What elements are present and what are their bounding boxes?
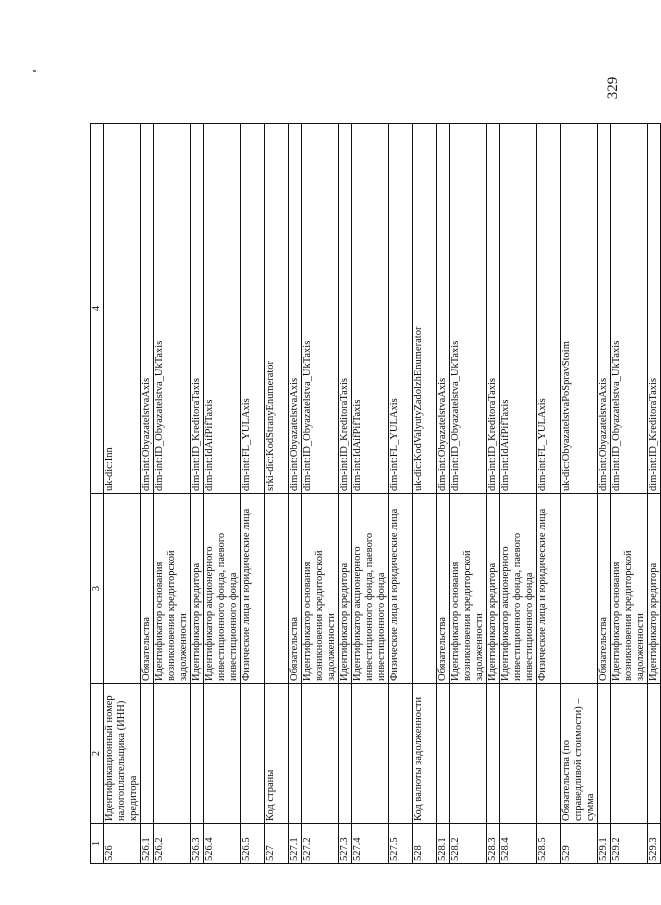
indicator-name-cell [352,684,389,824]
dimension-name-cell [265,494,289,684]
table-row [413,124,437,864]
dimension-name-cell: Идентификатор основания возникновения кредиторской задолженности [302,494,339,684]
table-row [104,124,141,864]
code-cell: dim-int:ID_Obyazatelstva_UkTaxis [154,124,191,494]
indicator-name-cell [289,684,302,824]
table-body [104,124,661,864]
dimension-name-cell: Идентификатор акционерного инвестиционного фонда, паевого инвестиционного фонда [352,494,389,684]
code-cell: dim-int:ID_KreditoraTaxis [648,124,661,494]
code-cell: dim-int:ID_Obyazatelstva_UkTaxis [450,124,487,494]
code-cell: dim-int:ObyazatelstvaAxis [437,124,450,494]
dimension-name-cell: Идентификатор кредитора [339,494,352,684]
code-cell: uk-dic:KodValyutyZadolzhEnumerator [413,124,437,494]
dimension-name-cell: Обязательства [437,494,450,684]
indicator-name-cell [537,684,561,824]
code-cell: uk-dic:ObyazatelstvaPoSpravStoim [561,124,598,494]
indicator-name-cell [302,684,339,824]
code-cell: dim-int:IdAifPifTaxis [500,124,537,494]
indicator-name-cell: Код валюты задолженности [413,684,437,824]
dimension-name-cell: Идентификатор кредитора [191,494,204,684]
table-row [450,124,487,864]
code-cell: dim-int:ObyazatelstvaAxis [141,124,154,494]
header-cell: 3 [91,494,104,684]
row-number-cell: 528.3 [487,824,500,864]
indicator-name-cell [154,684,191,824]
dimension-name-cell: Физические лица и юридические лица [241,494,265,684]
row-number-cell: 528.5 [537,824,561,864]
dimension-name-cell [561,494,598,684]
indicator-name-cell: Идентификационный номер налогоплательщика (ИНН) кредитора [104,684,141,824]
table-row [191,124,204,864]
table-row [265,124,289,864]
row-number-cell: 528 [413,824,437,864]
row-number-cell: 527.1 [289,824,302,864]
row-number-cell: 528.4 [500,824,537,864]
indicator-name-cell [450,684,487,824]
row-number-cell: 527.2 [302,824,339,864]
row-number-cell: 529.1 [598,824,611,864]
table-row [204,124,241,864]
indicator-name-cell: Код страны [265,684,289,824]
row-number-cell: 526.5 [241,824,265,864]
scan-speck [33,70,36,72]
code-cell: dim-int:ID_KreditoraTaxis [191,124,204,494]
table-row [141,124,154,864]
code-cell: dim-int:FL_YULAxis [389,124,413,494]
indicator-name-cell [500,684,537,824]
indicator-name-cell [437,684,450,824]
code-cell: uk-dic:Inn [104,124,141,494]
table-row [437,124,450,864]
indicator-name-cell [648,684,661,824]
row-number-cell: 526.1 [141,824,154,864]
indicator-name-cell [611,684,648,824]
table-row [389,124,413,864]
code-cell: dim-int:FL_YULAxis [241,124,265,494]
code-cell: srki-dic:KodStranyEnumerator [265,124,289,494]
data-table [90,123,661,864]
table-row [302,124,339,864]
dimension-name-cell [413,494,437,684]
table-row [648,124,661,864]
row-number-cell: 529.2 [611,824,648,864]
row-number-cell: 527.3 [339,824,352,864]
dimension-name-cell: Обязательства [289,494,302,684]
indicator-name-cell [204,684,241,824]
indicator-name-cell [241,684,265,824]
row-number-cell: 529 [561,824,598,864]
code-cell: dim-int:FL_YULAxis [537,124,561,494]
table-row [487,124,500,864]
row-number-cell: 526 [104,824,141,864]
table-row [352,124,389,864]
dimension-name-cell: Идентификатор основания возникновения кредиторской задолженности [154,494,191,684]
dimension-name-cell: Идентификатор основания возникновения кредиторской задолженности [450,494,487,684]
table-row [500,124,537,864]
indicator-name-cell [598,684,611,824]
dimension-name-cell: Физические лица и юридические лица [389,494,413,684]
indicator-name-cell [339,684,352,824]
indicator-name-cell [141,684,154,824]
dimension-name-cell: Идентификатор кредитора [648,494,661,684]
table-row [537,124,561,864]
code-cell: dim-int:IdAifPifTaxis [352,124,389,494]
row-number-cell: 526.4 [204,824,241,864]
page-number: 329 [605,76,621,100]
row-number-cell: 529.3 [648,824,661,864]
table-row [339,124,352,864]
row-number-cell: 526.2 [154,824,191,864]
indicator-name-cell [389,684,413,824]
code-cell: dim-int:ObyazatelstvaAxis [289,124,302,494]
dimension-name-cell: Идентификатор кредитора [487,494,500,684]
table-row [561,124,598,864]
dimension-name-cell: Идентификатор акционерного инвестиционного фонда, паевого инвестиционного фонда [204,494,241,684]
indicator-name-cell [487,684,500,824]
row-number-cell: 528.2 [450,824,487,864]
code-cell: dim-int:ID_Obyazatelstva_UkTaxis [302,124,339,494]
row-number-cell: 527.4 [352,824,389,864]
code-cell: dim-int:ID_KreditoraTaxis [339,124,352,494]
table-row [611,124,648,864]
code-cell: dim-int:ObyazatelstvaAxis [598,124,611,494]
table-row [241,124,265,864]
code-cell: dim-int:ID_Obyazatelstva_UkTaxis [611,124,648,494]
header-row [91,124,104,864]
header-cell: 2 [91,684,104,824]
row-number-cell: 527 [265,824,289,864]
dimension-name-cell: Идентификатор основания возникновения кредиторской задолженности [611,494,648,684]
dimension-name-cell: Обязательства [141,494,154,684]
code-cell: dim-int:ID_KreditoraTaxis [487,124,500,494]
indicator-name-cell: Обязательства (по справедливой стоимости) – сумма [561,684,598,824]
dimension-name-cell [104,494,141,684]
indicator-name-cell [191,684,204,824]
dimension-name-cell: Физические лица и юридические лица [537,494,561,684]
row-number-cell: 528.1 [437,824,450,864]
header-cell: 4 [91,124,104,494]
table-row [598,124,611,864]
row-number-cell: 527.5 [389,824,413,864]
dimension-name-cell: Обязательства [598,494,611,684]
table-row [154,124,191,864]
table-row [289,124,302,864]
dimension-name-cell: Идентификатор акционерного инвестиционного фонда, паевого инвестиционного фонда [500,494,537,684]
code-cell: dim-int:IdAifPifTaxis [204,124,241,494]
row-number-cell: 526.3 [191,824,204,864]
header-cell: 1 [91,824,104,864]
